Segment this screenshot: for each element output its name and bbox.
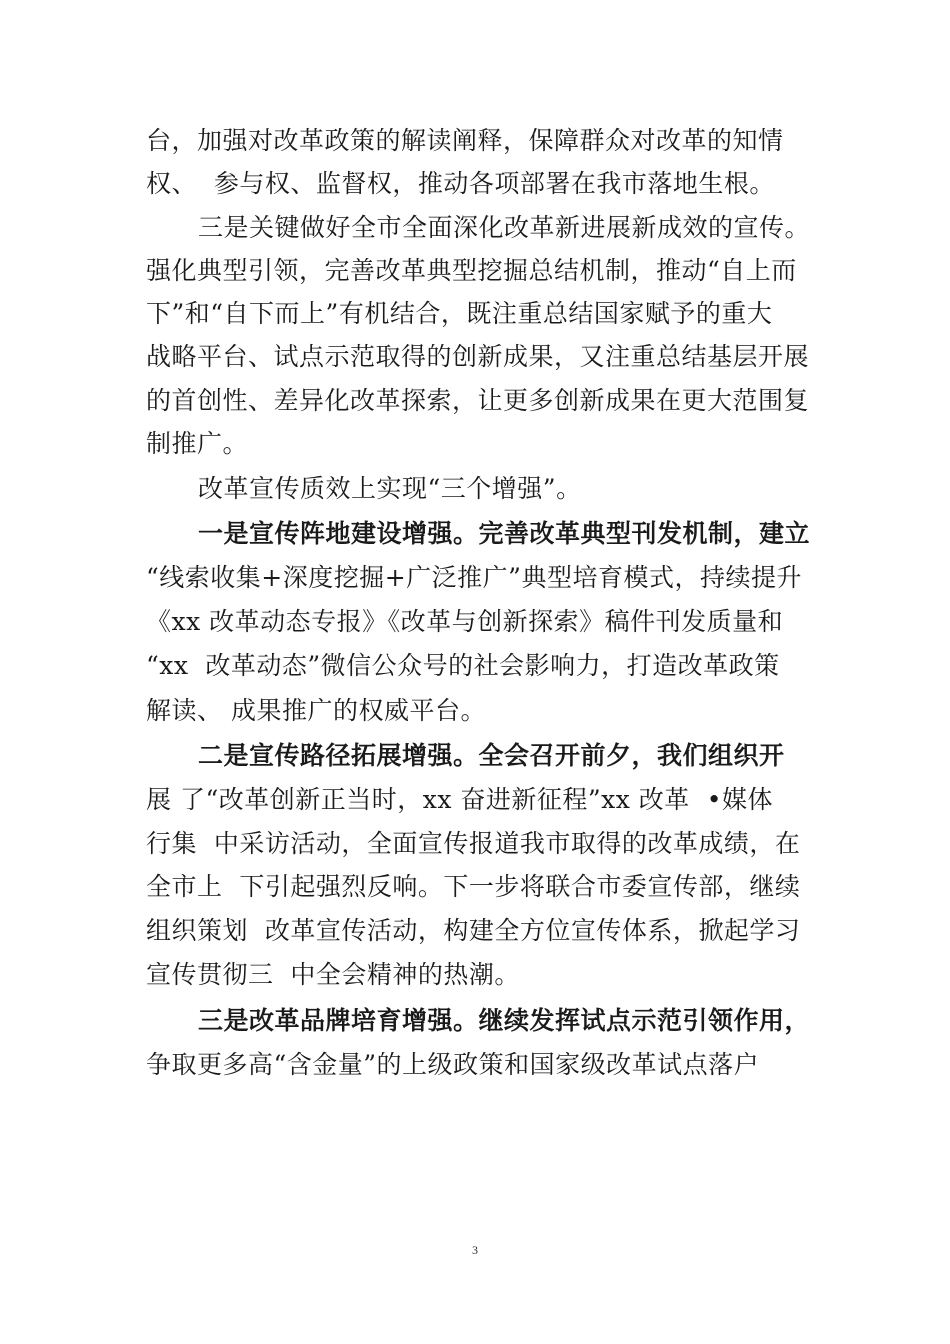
text-line: 台，加强对改革政策的解读阐释，保障群众对改革的知情 [146, 126, 784, 155]
text-line: 解读、 成果推广的权威平台。 [146, 696, 486, 725]
text-line: 下”和“自下而上”有机结合，既注重总结国家赋予的重大 [146, 299, 773, 328]
text-line: 制推广。 [146, 429, 249, 458]
text-line: 强化典型引领，完善改革典型挖掘总结机制，推动“自上而 [146, 256, 797, 285]
text-line: 全市上 下引起强烈反响。下一步将联合市委宣传部，继续 [146, 872, 801, 901]
text-line: 三是改革品牌培育增强。继续发挥试点示范引领作用， [198, 1006, 811, 1035]
text-line: 宣传贯彻三 中全会精神的热潮。 [146, 960, 520, 989]
text-line: 的首创性、差异化改革探索，让更多创新成果在更大范围复 [146, 386, 810, 415]
text-line: 权、 参与权、监督权，推动各项部署在我市落地生根。 [146, 169, 775, 198]
text-line: “xx 改革动态”微信公众号的社会影响力，打造改革政策 [146, 651, 780, 680]
text-line: 二是宣传路径拓展增强。全会召开前夕，我们组织开 [198, 741, 785, 770]
page-number: 3 [472, 1243, 478, 1257]
text-line: 三是关键做好全市全面深化改革新进展新成效的宣传。 [198, 213, 811, 242]
text-line: 组织策划 改革宣传活动，构建全方位宣传体系，掀起学习 [146, 916, 801, 945]
text-line: “线索收集+深度挖掘+广泛推广”典型培育模式，持续提升 [146, 563, 802, 592]
text-line: 展 了“改革创新正当时，xx 奋进新征程”xx 改革 •媒体 [146, 785, 773, 814]
text-line: 行集 中采访活动，全面宣传报道我市取得的改革成绩，在 [146, 829, 801, 858]
section-heading: 改革宣传质效上实现“三个增强”。 [198, 474, 582, 503]
text-line: 战略平台、试点示范取得的创新成果，又注重总结基层开展 [146, 342, 810, 371]
text-line: 一是宣传阵地建设增强。完善改革典型刊发机制，建立 [198, 519, 811, 548]
text-line: 争取更多高“含金量”的上级政策和国家级改革试点落户 [146, 1050, 760, 1079]
text-line: 《xx 改革动态专报》《改革与创新探索》稿件刊发质量和 [146, 607, 784, 636]
